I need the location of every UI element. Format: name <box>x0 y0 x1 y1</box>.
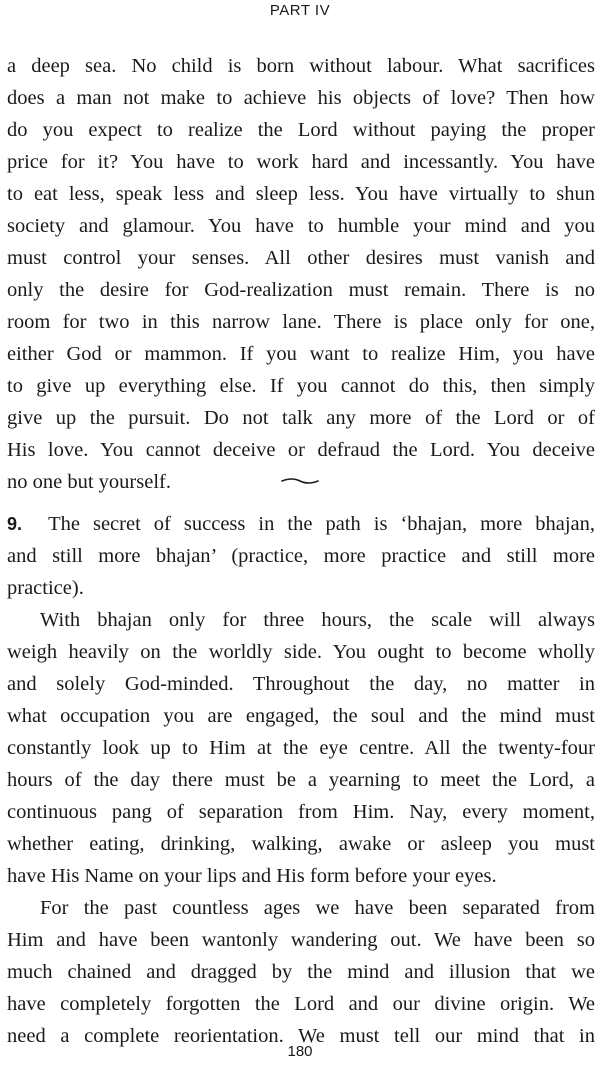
text-line: whether eating, drinking, walking, awake or asleep you must <box>7 833 595 855</box>
text-line: hours of the day there must be a yearning to meet the Lord, a <box>7 769 595 791</box>
text-line: must control your senses. All other desires must vanish and <box>7 247 595 269</box>
paragraph-continued <box>7 50 595 498</box>
text-line: have completely forgotten the Lord and our divine origin. We <box>7 993 595 1015</box>
text-line: a deep sea. No child is born without labour. What sacrifices <box>7 55 595 77</box>
text-line: and still more bhajan’ (practice, more practice and still more <box>7 545 595 567</box>
text-line: to eat less, speak less and sleep less. You have virtually to shun <box>7 183 595 205</box>
section-divider-ornament <box>280 474 320 488</box>
text-line: continuous pang of separation from Him. Nay, every moment, <box>7 801 595 823</box>
text-line: society and glamour. You have to humble your mind and you <box>7 215 595 237</box>
text-line <box>7 508 595 540</box>
text-line: Him and have been wantonly wandering out. We have been so <box>7 929 595 951</box>
text-line: need a complete reorientation. We must tell our mind that in <box>7 1025 595 1047</box>
text-line: constantly look up to Him at the eye centre. All the twenty-four <box>7 737 595 759</box>
text-line: weigh heavily on the worldly side. You ought to become wholly <box>7 641 595 663</box>
running-head: PART IV <box>269 2 331 19</box>
text-line: no one but yourself. <box>7 471 171 493</box>
text-line: does a man not make to achieve his objects of love? Then how <box>7 87 595 109</box>
text-line: only the desire for God-realization must remain. There is no <box>7 279 595 301</box>
text-line: either God or mammon. If you want to realize Him, you have <box>7 343 595 365</box>
text-line: practice). <box>7 577 84 599</box>
text-line: to give up everything else. If you cannot do this, then simply <box>7 375 595 397</box>
text-line: give up the pursuit. Do not talk any more of the Lord or of <box>7 407 595 429</box>
text-line: have His Name on your lips and His form before your eyes. <box>7 865 497 887</box>
section-text: The secret of success in the path is ‘bhajan, more bhajan, <box>48 513 596 535</box>
text-line: much chained and dragged by the mind and illusion that we <box>7 961 595 983</box>
text-line: For the past countless ages we have been separated from <box>40 897 595 919</box>
text-line: and solely God-minded. Throughout the day, no matter in <box>7 673 595 695</box>
text-line: His love. You cannot deceive or defraud the Lord. You deceive <box>7 439 595 461</box>
text-line: With bhajan only for three hours, the scale will always <box>40 609 595 631</box>
text-line: do you expect to realize the Lord without paying the proper <box>7 119 595 141</box>
text-line: price for it? You have to work hard and incessantly. You have <box>7 151 595 173</box>
page-number: 180 <box>287 1043 313 1060</box>
section-9 <box>7 508 595 1052</box>
text-line: room for two in this narrow lane. There is place only for one, <box>7 311 595 333</box>
section-number: 9. <box>7 514 23 534</box>
text-line: what occupation you are engaged, the soul and the mind must <box>7 705 595 727</box>
